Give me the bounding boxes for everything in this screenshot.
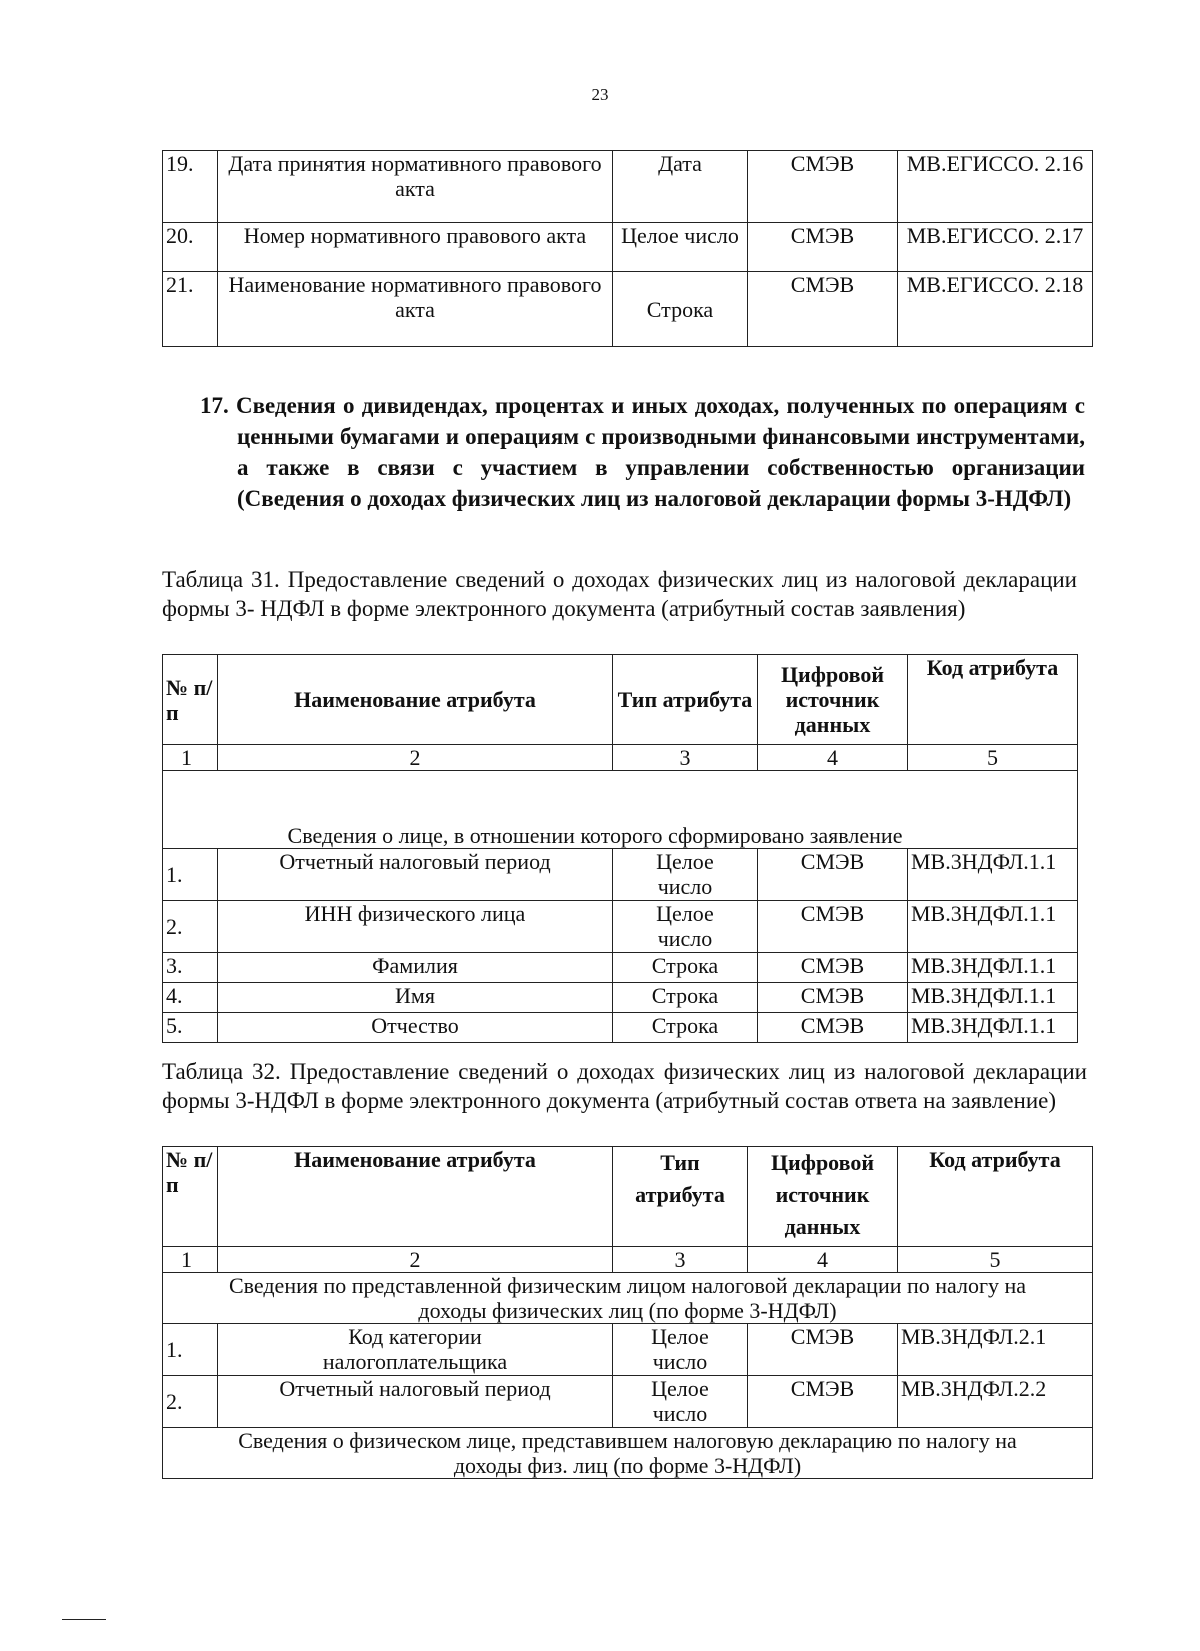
table-row bbox=[163, 1324, 1093, 1376]
attribute-type: Строка bbox=[613, 983, 758, 1013]
table31-caption: Таблица 31. Предоставление сведений о доходах физических лиц из налоговой декларации формы 3- НДФЛ в форме электронного документа (атрибутный состав заявления) bbox=[162, 567, 1077, 621]
table-row bbox=[163, 1376, 1093, 1428]
attribute-code: МВ.3НДФЛ.2.1 bbox=[898, 1324, 1093, 1376]
header-name: Наименование атрибута bbox=[218, 655, 613, 745]
footnote-rule bbox=[62, 1619, 106, 1620]
column-number: 2 bbox=[218, 1247, 613, 1273]
attribute-name: Отчетный налоговый период bbox=[218, 1376, 613, 1428]
column-number: 4 bbox=[758, 745, 908, 771]
table-header-row bbox=[163, 1147, 1093, 1247]
attribute-type: Строка bbox=[613, 1013, 758, 1043]
column-number: 2 bbox=[218, 745, 613, 771]
row-number: 2. bbox=[163, 1376, 218, 1428]
column-number: 5 bbox=[908, 745, 1078, 771]
section-heading bbox=[200, 390, 1085, 514]
group-title: Сведения о физическом лице, представившем налоговую декларацию по налогу на доходы физ. лиц (по форме 3-НДФЛ) bbox=[163, 1428, 1093, 1479]
row-number: 1. bbox=[163, 1324, 218, 1376]
attribute-code: МВ.3НДФЛ.2.2 bbox=[898, 1376, 1093, 1428]
attribute-name: Отчетный налоговый период bbox=[218, 849, 613, 901]
header-code: Код атрибута bbox=[898, 1147, 1093, 1247]
header-type: Тип атрибута bbox=[613, 1147, 748, 1247]
row-number: 21. bbox=[163, 272, 218, 347]
header-number: № п/п bbox=[163, 1147, 218, 1247]
group-title: Сведения по представленной физическим лицом налоговой декларации по налогу на доходы физических лиц (по форме 3-НДФЛ) bbox=[163, 1273, 1093, 1324]
attribute-type: Целое число bbox=[613, 1376, 748, 1428]
table-row bbox=[163, 1013, 1078, 1043]
row-number: 2. bbox=[163, 901, 218, 953]
table32 bbox=[162, 1146, 1093, 1479]
attribute-name: Код категории налогоплательщика bbox=[218, 1324, 613, 1376]
group-row bbox=[163, 1428, 1093, 1479]
data-source: СМЭВ bbox=[758, 901, 908, 953]
table-row bbox=[163, 223, 1093, 272]
header-number: № п/п bbox=[163, 655, 218, 745]
section-number: 17. bbox=[200, 393, 229, 418]
attribute-name: ИНН физического лица bbox=[218, 901, 613, 953]
table-top bbox=[162, 150, 1093, 347]
data-source: СМЭВ bbox=[758, 1013, 908, 1043]
group-row bbox=[163, 771, 1078, 849]
attribute-name: Наименование нормативного правового акта bbox=[218, 272, 613, 347]
data-source: СМЭВ bbox=[748, 1324, 898, 1376]
data-source: СМЭВ bbox=[748, 151, 898, 223]
attribute-type: Строка bbox=[613, 272, 748, 347]
attribute-name: Имя bbox=[218, 983, 613, 1013]
attribute-code: МВ.3НДФЛ.1.1 bbox=[908, 983, 1078, 1013]
attribute-code: МВ.3НДФЛ.1.1 bbox=[908, 953, 1078, 983]
attribute-type: Целое число bbox=[613, 849, 758, 901]
attribute-type: Целое число bbox=[613, 1324, 748, 1376]
page-number: 23 bbox=[591, 85, 609, 104]
data-source: СМЭВ bbox=[748, 272, 898, 347]
attribute-code: МВ.3НДФЛ.1.1 bbox=[908, 901, 1078, 953]
table-row bbox=[163, 849, 1078, 901]
table32-caption: Таблица 32. Предоставление сведений о доходах физических лиц из налоговой декларации формы 3-НДФЛ в форме электронного документа (атрибутный состав ответа на заявление) bbox=[162, 1059, 1087, 1113]
row-number: 19. bbox=[163, 151, 218, 223]
attribute-code: МВ.ЕГИССО. 2.16 bbox=[898, 151, 1093, 223]
attribute-name: Дата принятия нормативного правового акта bbox=[218, 151, 613, 223]
attribute-code: МВ.ЕГИССО. 2.17 bbox=[898, 223, 1093, 272]
attribute-type: Дата bbox=[613, 151, 748, 223]
attribute-code: МВ.3НДФЛ.1.1 bbox=[908, 849, 1078, 901]
row-number: 4. bbox=[163, 983, 218, 1013]
attribute-type: Строка bbox=[613, 953, 758, 983]
row-number: 5. bbox=[163, 1013, 218, 1043]
header-source: Цифровой источник данных bbox=[748, 1147, 898, 1247]
row-number: 1. bbox=[163, 849, 218, 901]
section-title-text: Сведения о дивидендах, процентах и иных доходах, полученных по операциям с ценными бумагами и операциям с производными финансовыми инструментами, а также в связи с участием в управлении собственностью организации (Сведения о доходах физических лиц из налоговой декларации формы 3-НДФЛ) bbox=[236, 393, 1085, 511]
table-row bbox=[163, 901, 1078, 953]
attribute-name: Номер нормативного правового акта bbox=[218, 223, 613, 272]
attribute-name: Фамилия bbox=[218, 953, 613, 983]
header-source: Цифровой источник данных bbox=[758, 655, 908, 745]
header-code: Код атрибута bbox=[908, 655, 1078, 745]
column-number-row bbox=[163, 745, 1078, 771]
section-title bbox=[200, 390, 1085, 514]
column-number: 1 bbox=[163, 745, 218, 771]
header-name: Наименование атрибута bbox=[218, 1147, 613, 1247]
row-number: 3. bbox=[163, 953, 218, 983]
table-header-row bbox=[163, 655, 1078, 745]
data-source: СМЭВ bbox=[758, 983, 908, 1013]
data-source: СМЭВ bbox=[758, 849, 908, 901]
column-number: 3 bbox=[613, 745, 758, 771]
group-title: Сведения о лице, в отношении которого сформировано заявление bbox=[163, 771, 1078, 849]
table-row bbox=[163, 953, 1078, 983]
header-type: Тип атрибута bbox=[613, 655, 758, 745]
column-number: 5 bbox=[898, 1247, 1093, 1273]
table31 bbox=[162, 654, 1078, 1043]
attribute-type: Целое число bbox=[613, 901, 758, 953]
column-number: 4 bbox=[748, 1247, 898, 1273]
column-number-row bbox=[163, 1247, 1093, 1273]
data-source: СМЭВ bbox=[748, 223, 898, 272]
group-row bbox=[163, 1273, 1093, 1324]
attribute-code: МВ.ЕГИССО. 2.18 bbox=[898, 272, 1093, 347]
data-source: СМЭВ bbox=[758, 953, 908, 983]
data-source: СМЭВ bbox=[748, 1376, 898, 1428]
table-row bbox=[163, 272, 1093, 347]
attribute-type: Целое число bbox=[613, 223, 748, 272]
attribute-name: Отчество bbox=[218, 1013, 613, 1043]
column-number: 3 bbox=[613, 1247, 748, 1273]
attribute-code: МВ.3НДФЛ.1.1 bbox=[908, 1013, 1078, 1043]
table-row bbox=[163, 983, 1078, 1013]
table-row bbox=[163, 151, 1093, 223]
column-number: 1 bbox=[163, 1247, 218, 1273]
row-number: 20. bbox=[163, 223, 218, 272]
